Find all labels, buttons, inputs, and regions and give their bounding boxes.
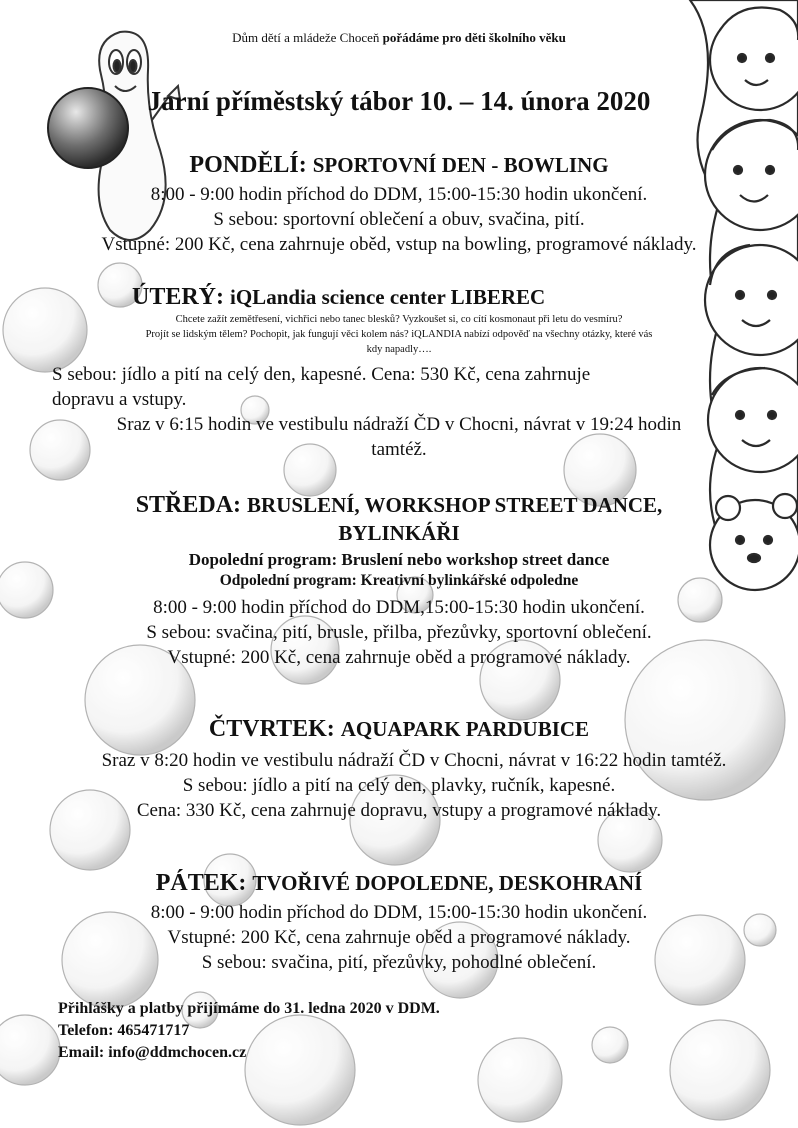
friday-line-1: 8:00 - 9:00 hodin příchod do DDM, 15:00-15:30 hodin ukončení.: [150, 902, 648, 923]
tuesday-theme: iQLandia science center LIBEREC: [230, 285, 546, 309]
wednesday-heading: [0, 492, 798, 519]
monday-theme: SPORTOVNÍ DEN - BOWLING: [312, 153, 609, 177]
friday-heading: [0, 870, 798, 897]
bubble: [0, 1015, 60, 1085]
wednesday-theme-1: BRUSLENÍ, WORKSHOP STREET DANCE,: [247, 493, 663, 517]
footer-email: Email: info@ddmchocen.cz: [58, 1044, 247, 1061]
organizer-tagline: pořádáme pro děti školního věku: [382, 30, 566, 45]
thursday-theme: AQUAPARK PARDUBICE: [340, 717, 590, 741]
tuesday-day: ÚTERÝ:: [132, 284, 225, 310]
tuesday-meet-1: Sraz v 6:15 hodin ve vestibulu nádraží ČD v Chocni, návrat v 19:24 hodin: [116, 414, 682, 435]
monday-heading: [0, 152, 798, 179]
footer-contact: [58, 998, 440, 1064]
thursday-line-2: S sebou: jídlo a pití na celý den, plavky, ručník, kapesné.: [182, 775, 616, 796]
monday-line-1: 8:00 - 9:00 hodin příchod do DDM, 15:00-15:30 hodin ukončení.: [150, 184, 648, 205]
footer-phone: Telefon: 465471717: [58, 1022, 190, 1039]
tuesday-desc-1: Chcete zažít zemětřesení, vichřici nebo tanec blesků? Vyzkoušet si, co cítí kosmonaut při letu do vesmíru?: [175, 314, 623, 325]
footer-applications: Přihlášky a platby přijímáme do 31. ledna 2020 v DDM.: [58, 1000, 440, 1017]
bubble: [670, 1020, 770, 1120]
tuesday-desc-3: kdy napadly….: [366, 344, 432, 355]
thursday-line-1: Sraz v 8:20 hodin ve vestibulu nádraží ČD v Chocni, návrat v 16:22 hodin tamtéž.: [101, 750, 727, 771]
monday-day: PONDĚLÍ:: [189, 152, 307, 178]
wednesday-morning: Dopolední program: Bruslení nebo workshop street dance: [188, 550, 610, 569]
monday-line-2: S sebou: sportovní oblečení a obuv, svačina, pití.: [213, 209, 585, 230]
tuesday-bring-1: S sebou: jídlo a pití na celý den, kapesné. Cena: 530 Kč, cena zahrnuje: [52, 364, 591, 385]
friday-day: PÁTEK:: [155, 870, 247, 896]
wednesday-theme-2: BYLINKÁŘI: [338, 521, 460, 545]
tuesday-bring-2: dopravu a vstupy.: [52, 389, 187, 410]
tuesday-heading: [132, 284, 545, 311]
bubble: [592, 1027, 628, 1063]
wednesday-line-1: 8:00 - 9:00 hodin příchod do DDM,15:00-15:30 hodin ukončení.: [153, 597, 645, 618]
thursday-day: ČTVRTEK:: [208, 716, 335, 742]
wednesday-heading-2: [0, 520, 798, 547]
friday-line-2: Vstupné: 200 Kč, cena zahrnuje oběd a programové náklady.: [167, 927, 631, 948]
bubble: [478, 1038, 562, 1122]
organizer-line: [0, 30, 798, 46]
monday-line-3: Vstupné: 200 Kč, cena zahrnuje oběd, vstup na bowling, programové náklady.: [101, 234, 697, 255]
friday-theme: TVOŘIVÉ DOPOLEDNE, DESKOHRANÍ: [252, 871, 643, 895]
thursday-heading: [0, 716, 798, 743]
tuesday-meet-2: tamtéž.: [371, 439, 427, 460]
organizer-name: Dům dětí a mládeže Choceň: [232, 30, 380, 45]
page-title: Jarní příměstský tábor 10. – 14. února 2020: [147, 86, 651, 116]
wednesday-line-3: Vstupné: 200 Kč, cena zahrnuje oběd a programové náklady.: [167, 647, 631, 668]
wednesday-afternoon: Odpolední program: Kreativní bylinkářské odpoledne: [219, 572, 579, 589]
thursday-line-3: Cena: 330 Kč, cena zahrnuje dopravu, vstupy a programové náklady.: [136, 800, 662, 821]
wednesday-day: STŘEDA:: [135, 492, 242, 518]
tuesday-desc-2: Projít se lidským tělem? Pochopit, jak fungují věci kolem nás? iQLANDIA nabízí odpověď na všechny otázky, které vás: [145, 329, 653, 340]
friday-line-3: S sebou: svačina, pití, přezůvky, pohodlné oblečení.: [201, 952, 597, 973]
wednesday-line-2: S sebou: svačina, pití, brusle, přilba, přezůvky, sportovní oblečení.: [146, 622, 652, 643]
